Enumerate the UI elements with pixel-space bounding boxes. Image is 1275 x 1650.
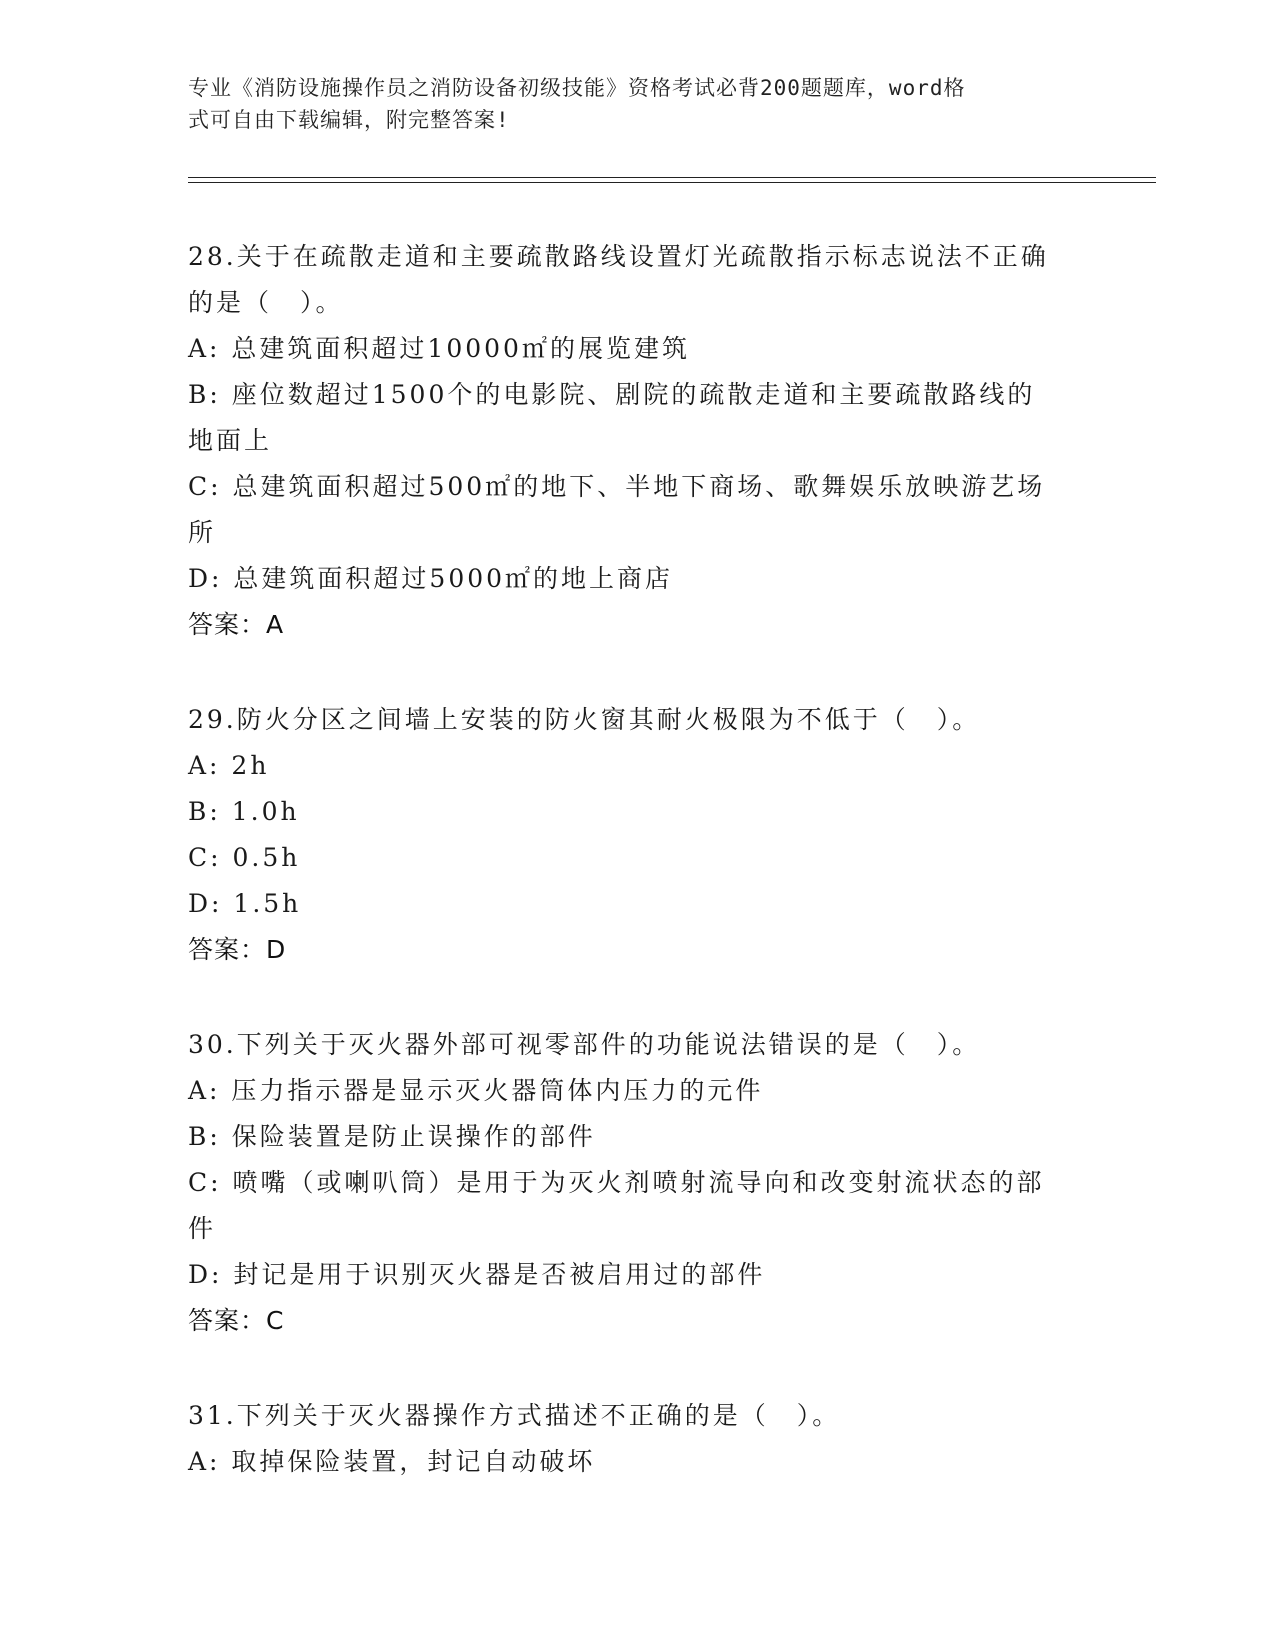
header-divider-top <box>188 177 1156 178</box>
header-line-1: 专业《消防设施操作员之消防设备初级技能》资格考试必背200题题库，word格 <box>188 76 966 100</box>
header-line-2: 式可自由下载编辑，附完整答案! <box>188 108 510 132</box>
question-stem: 29.防火分区之间墙上安装的防火窗其耐火极限为不低于（ ）。 <box>188 705 981 734</box>
option-a: A: 总建筑面积超过10000㎡的展览建筑 <box>188 334 690 363</box>
question-29 <box>188 697 1088 973</box>
question-28 <box>188 234 1088 648</box>
option-d: D: 封记是用于识别灭火器是否被启用过的部件 <box>188 1260 766 1289</box>
option-a: A: 压力指示器是显示灭火器筒体内压力的元件 <box>188 1076 764 1105</box>
question-30 <box>188 1022 1088 1344</box>
question-stem-cont: 的是（ ）。 <box>188 288 344 317</box>
question-stem: 30.下列关于灭火器外部可视零部件的功能说法错误的是（ ）。 <box>188 1030 981 1059</box>
document-header <box>188 72 1068 136</box>
answer: 答案：C <box>188 1306 285 1335</box>
option-c: C: 总建筑面积超过500㎡的地下、半地下商场、歌舞娱乐放映游艺场 <box>188 472 1046 501</box>
option-d: D: 总建筑面积超过5000㎡的地上商店 <box>188 564 674 593</box>
question-31 <box>188 1393 1088 1485</box>
option-b: B: 保险装置是防止误操作的部件 <box>188 1122 596 1151</box>
option-b-cont: 地面上 <box>188 426 273 455</box>
question-list <box>188 234 1088 1534</box>
question-stem: 28.关于在疏散走道和主要疏散路线设置灯光疏散指示标志说法不正确 <box>188 242 1049 271</box>
option-a: A: 2h <box>188 751 270 780</box>
question-stem: 31.下列关于灭火器操作方式描述不正确的是（ ）。 <box>188 1401 841 1430</box>
option-b: B: 1.0h <box>188 797 300 826</box>
option-c-cont: 所 <box>188 518 217 547</box>
answer: 答案：D <box>188 935 287 964</box>
option-c: C: 喷嘴（或喇叭筒）是用于为灭火剂喷射流导向和改变射流状态的部 <box>188 1168 1045 1197</box>
option-b: B: 座位数超过1500个的电影院、剧院的疏散走道和主要疏散路线的 <box>188 380 1036 409</box>
option-c: C: 0.5h <box>188 843 301 872</box>
header-divider-bottom <box>188 182 1156 183</box>
option-a: A: 取掉保险装置，封记自动破坏 <box>188 1447 596 1476</box>
option-d: D: 1.5h <box>188 889 302 918</box>
answer: 答案：A <box>188 610 285 639</box>
option-c-cont: 件 <box>188 1214 217 1243</box>
